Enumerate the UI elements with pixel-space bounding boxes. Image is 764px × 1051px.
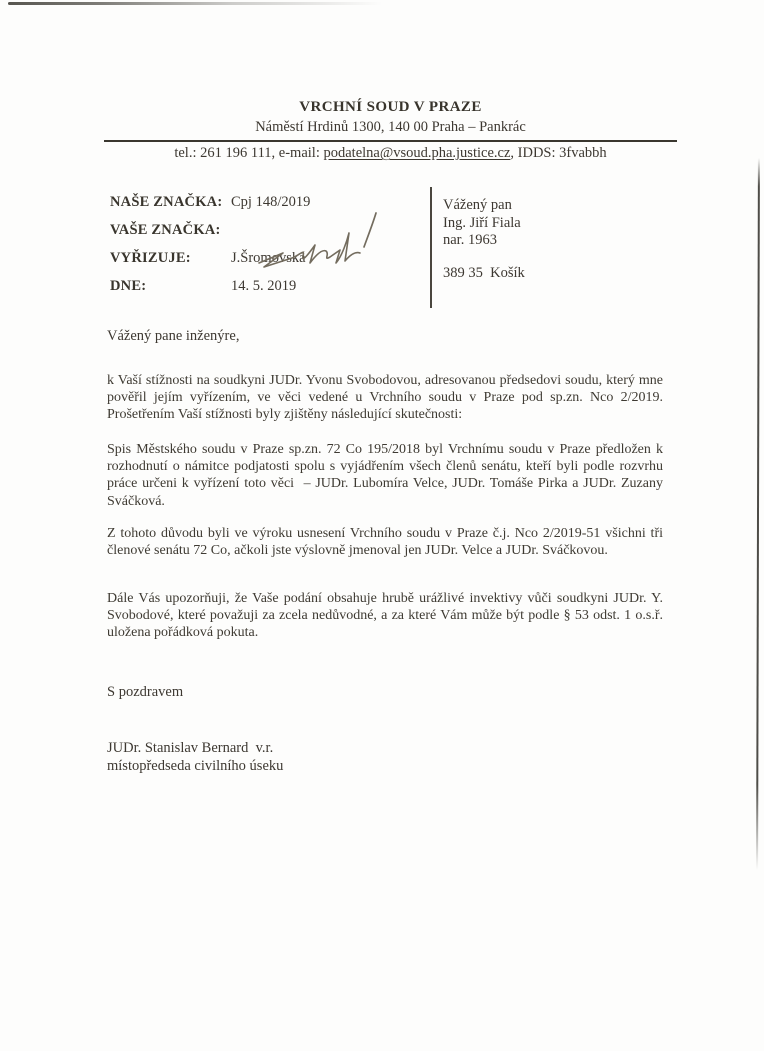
reference-value: 14. 5. 2019 (231, 278, 297, 294)
reference-block (110, 194, 420, 306)
scan-artifact-right-edge (756, 158, 760, 870)
reference-row-vase-znacka (110, 222, 420, 250)
letter-paragraph-2: Spis Městského soudu v Praze sp.zn. 72 Co 195/2018 byl Vrchnímu soudu v Praze předložen k rozhodnutí o námitce podjatosti spolu s vyjádřením všech členů senátu, kteří byli podle rozvrhu práce určeni k vyřízení toto věci – JUDr. Lubomíra Velce, JUDr. Tomáše Pirka a JUDr. Zuzany Sváčková. (107, 442, 667, 509)
letter-paragraph-4: Dále Vás upozorňuji, že Vaše podání obsahuje hrubě urážlivé invektivy vůči soudkyni JUDr. Y. Svobodové, které považuji za zcela nedůvodné, a za které Vám může být podle § 53 odst. 1 o.s.ř. uložena pořádková pokuta. (107, 591, 667, 641)
letter-paragraph-3: Z tohoto důvodu byli ve výroku usnesení Vrchního soudu v Praze č.j. Nco 2/2019-51 všichni tři členové senátu 72 Co, ačkoli jste výslovně jmenoval jen JUDr. Velce a JUDr. Sváčkovou. (107, 526, 667, 559)
signer-name: JUDr. Stanislav Bernard v.r. (107, 740, 274, 756)
reference-row-vyrizuje (110, 250, 420, 278)
court-contact-line (104, 145, 677, 162)
contact-prefix: tel.: 261 196 111, e-mail: (174, 145, 324, 161)
addressee-postal-city: 389 35 Košík (443, 264, 525, 281)
contact-suffix: , IDDS: 3fvabbh (510, 145, 607, 161)
reference-row-nase-znacka (110, 194, 420, 222)
reference-label: VAŠE ZNAČKA: (110, 222, 221, 238)
letter-salutation: Vážený pane inženýre, (107, 328, 240, 344)
reference-value: J.Šromovská (231, 250, 306, 266)
court-address: Náměstí Hrdinů 1300, 140 00 Praha – Pankrác (104, 119, 677, 142)
reference-label: NAŠE ZNAČKA: (110, 194, 223, 210)
addressee-salutation: Vážený pan (443, 197, 512, 213)
letter-paragraph-1: k Vaší stížnosti na soudkyni JUDr. Yvonu Svobodovou, adresovanou předsedovi soudu, který mne pověřil jejím vyřízením, ve věci vedené u Vrchního soudu v Praze pod sp.zn. Nco 2/2019. Prošetřením Vaší stížnosti byly zjištěny následující skutečnosti: (107, 373, 667, 423)
reference-label: DNE: (110, 278, 147, 294)
addressee-name: Ing. Jiří Fiala (443, 214, 521, 231)
addressee-birth-year: nar. 1963 (443, 232, 497, 248)
reference-label: VYŘIZUJE: (110, 250, 191, 266)
signer-title: místopředseda civilního úseku (107, 758, 284, 774)
court-name: VRCHNÍ SOUD V PRAZE (299, 99, 482, 115)
reference-value: Cpj 148/2019 (231, 194, 311, 210)
court-email: podatelna@vsoud.pha.justice.cz (323, 145, 511, 161)
scan-artifact-top-edge (8, 2, 382, 5)
addressee-block (443, 197, 525, 282)
reference-row-dne (110, 278, 420, 306)
letterhead (104, 99, 677, 162)
addressee-divider-line (430, 187, 432, 308)
letter-closing: S pozdravem (107, 684, 184, 700)
